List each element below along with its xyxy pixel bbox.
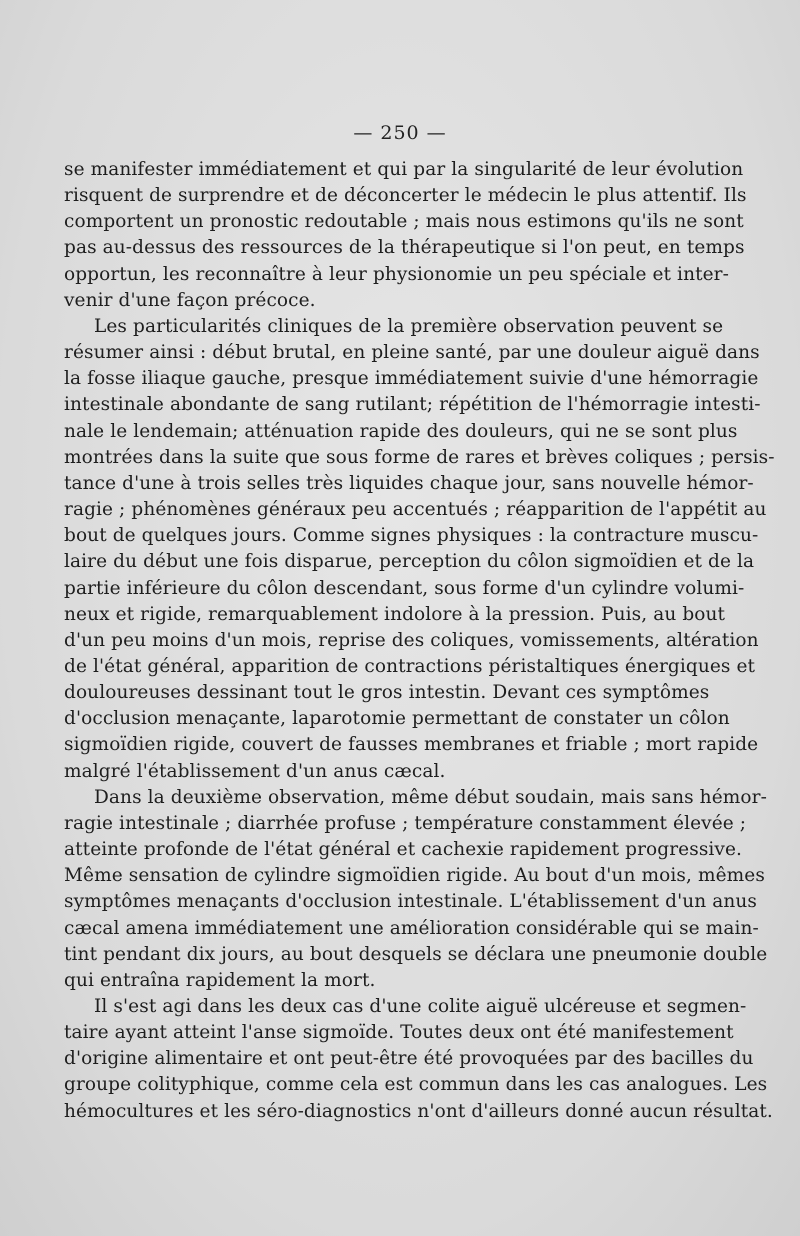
text-line: venir d'une façon précoce.	[64, 289, 316, 311]
text-line: comportent un pronostic redoutable ; mais nous estimons qu'ils ne sont	[64, 211, 744, 233]
text-line: se manifester immédiatement et qui par la singularité de leur évolution	[64, 159, 744, 180]
text-line: partie inférieure du côlon descendant, sous forme d'un cylindre volumi-	[64, 577, 745, 599]
text-line: neux et rigide, remarquablement indolore à la pression. Puis, au bout	[64, 603, 726, 625]
page-number: — 250 —	[353, 122, 447, 144]
text-line: d'un peu moins d'un mois, reprise des coliques, vomissements, altération	[64, 629, 759, 651]
text-line: symptômes menaçants d'occlusion intestinale. L'établissement d'un anus	[64, 891, 758, 913]
text-line: opportun, les reconnaître à leur physionomie un peu spéciale et inter-	[64, 263, 729, 285]
body-text	[64, 157, 775, 1125]
text-line: ragie intestinale ; diarrhée profuse ; température constamment élevée ;	[64, 812, 747, 834]
text-line: Les particularités cliniques de la première observation peuvent se	[94, 315, 724, 337]
paragraph	[64, 157, 747, 314]
text-line: groupe colityphique, comme cela est commun dans les cas analogues. Les	[64, 1074, 768, 1096]
text-line: tance d'une à trois selles très liquides chaque jour, sans nouvelle hémor-	[64, 472, 754, 494]
text-line: de l'état général, apparition de contractions péristaltiques énergiques et	[64, 655, 756, 677]
paragraph	[64, 785, 768, 994]
text-line: montrées dans la suite que sous forme de rares et brèves coliques ; persis-	[64, 446, 775, 468]
text-line: atteinte profonde de l'état général et cachexie rapidement progressive.	[64, 839, 743, 861]
text-line: malgré l'établissement d'un anus cæcal.	[64, 760, 446, 782]
text-line: nale le lendemain; atténuation rapide des douleurs, qui ne se sont plus	[64, 420, 738, 442]
paragraph	[64, 314, 775, 785]
text-line: pas au-dessus des ressources de la thérapeutique si l'on peut, en temps	[64, 237, 745, 259]
text-line: hémocultures et les séro-diagnostics n'ont d'ailleurs donné aucun résultat.	[64, 1100, 773, 1122]
text-line: d'origine alimentaire et ont peut-être été provoquées par des bacilles du	[64, 1048, 754, 1070]
text-line: douloureuses dessinant tout le gros intestin. Devant ces symptômes	[64, 682, 710, 704]
text-line: résumer ainsi : début brutal, en pleine santé, par une douleur aiguë dans	[64, 342, 760, 364]
text-line: ragie ; phénomènes généraux peu accentués ; réapparition de l'appétit au	[64, 499, 767, 521]
text-line: bout de quelques jours. Comme signes physiques : la contracture muscu-	[64, 525, 759, 547]
text-line: taire ayant atteint l'anse sigmoïde. Toutes deux ont été manifestement	[64, 1022, 734, 1044]
text-line: d'occlusion menaçante, laparotomie permettant de constater un côlon	[64, 708, 730, 730]
text-line: cæcal amena immédiatement une amélioration considérable qui se main-	[64, 917, 759, 939]
paragraph	[64, 994, 773, 1125]
text-line: laire du début une fois disparue, perception du côlon sigmoïdien et de la	[64, 551, 755, 573]
text-line: la fosse iliaque gauche, presque immédiatement suivie d'une hémorragie	[64, 368, 759, 390]
text-line: qui entraîna rapidement la mort.	[64, 969, 376, 991]
text-line: sigmoïdien rigide, couvert de fausses membranes et friable ; mort rapide	[64, 734, 759, 756]
text-line: Même sensation de cylindre sigmoïdien rigide. Au bout d'un mois, mêmes	[64, 865, 765, 887]
text-line: Il s'est agi dans les deux cas d'une colite aiguë ulcéreuse et segmen-	[94, 996, 747, 1017]
text-line: risquent de surprendre et de déconcerter le médecin le plus attentif. Ils	[64, 185, 747, 207]
text-line: Dans la deuxième observation, même début soudain, mais sans hémor-	[94, 786, 767, 808]
text-line: intestinale abondante de sang rutilant; répétition de l'hémorragie intesti-	[64, 394, 761, 416]
text-line: tint pendant dix jours, au bout desquels se déclara une pneumonie double	[64, 943, 768, 965]
